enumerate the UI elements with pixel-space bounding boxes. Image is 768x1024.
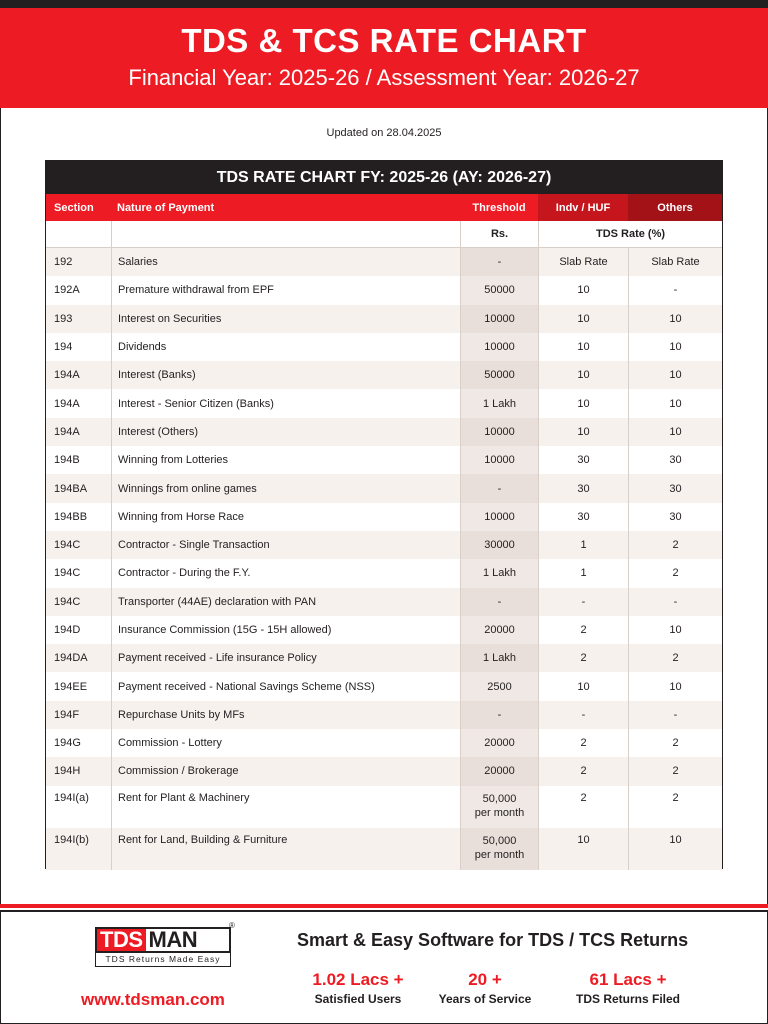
logo-man-text: MAN xyxy=(146,929,201,951)
cell-section: 194C xyxy=(54,539,81,552)
stat-years-of-service xyxy=(415,970,555,1006)
cell-indv-huf: 10 xyxy=(538,672,628,700)
cell-indv-huf: 2 xyxy=(538,786,628,828)
cell-threshold: 10000 xyxy=(460,333,538,361)
threshold-period: per month xyxy=(474,848,525,861)
cell-nature: Payment received - Life insurance Policy xyxy=(111,644,460,672)
cell-indv-huf: 10 xyxy=(538,389,628,417)
cell-others: Slab Rate xyxy=(628,248,722,276)
threshold-value: 50,000 xyxy=(482,834,517,847)
cell-others: 2 xyxy=(628,644,722,672)
cell-threshold: 2500 xyxy=(460,672,538,700)
cell-nature: Dividends xyxy=(111,333,460,361)
cell-indv-huf: 1 xyxy=(538,559,628,587)
cell-nature: Commission - Lottery xyxy=(111,729,460,757)
table-row xyxy=(46,786,722,828)
cell-threshold: 10000 xyxy=(460,446,538,474)
col-header-threshold: Threshold xyxy=(460,194,538,221)
threshold-unit: Rs. xyxy=(460,221,538,247)
table-row xyxy=(46,333,722,361)
cell-section: 194I(a) xyxy=(54,791,89,804)
col-header-others: Others xyxy=(628,194,722,221)
subheader-empty xyxy=(46,221,111,247)
cell-nature: Premature withdrawal from EPF xyxy=(111,276,460,304)
stat-value: 1.02 Lacs + xyxy=(312,970,404,989)
cell-threshold xyxy=(460,786,538,828)
top-strip xyxy=(0,0,768,8)
page-subtitle: Financial Year: 2025-26 / Assessment Year: 2026-27 xyxy=(128,65,640,90)
cell-section: 192A xyxy=(54,284,80,297)
cell-nature: Winning from Horse Race xyxy=(111,503,460,531)
tdsman-logo xyxy=(95,921,237,973)
cell-section: 193 xyxy=(54,312,73,325)
cell-nature: Interest (Others) xyxy=(111,418,460,446)
cell-indv-huf: 10 xyxy=(538,276,628,304)
table-row xyxy=(46,828,722,870)
table-row xyxy=(46,446,722,474)
stat-value: 61 Lacs + xyxy=(589,970,667,989)
table-row xyxy=(46,248,722,276)
tds-rate-table xyxy=(45,160,723,869)
cell-nature: Contractor - During the F.Y. xyxy=(111,559,460,587)
cell-others: 2 xyxy=(628,786,722,828)
cell-section: 194A xyxy=(54,369,80,382)
cell-others: 30 xyxy=(628,503,722,531)
cell-indv-huf: 30 xyxy=(538,503,628,531)
product-tagline xyxy=(297,930,688,951)
cell-indv-huf: 10 xyxy=(538,333,628,361)
cell-others: 10 xyxy=(628,616,722,644)
cell-section: 194B xyxy=(54,454,80,467)
cell-others: 30 xyxy=(628,474,722,502)
logo-tds-text: TDS xyxy=(97,929,146,951)
cell-others: - xyxy=(628,588,722,616)
table-row xyxy=(46,389,722,417)
cell-threshold: - xyxy=(460,701,538,729)
col-header-nature: Nature of Payment xyxy=(117,201,215,214)
cell-nature: Winning from Lotteries xyxy=(111,446,460,474)
cell-others: 2 xyxy=(628,531,722,559)
table-row xyxy=(46,305,722,333)
cell-section: 194C xyxy=(54,567,81,580)
cell-others: 30 xyxy=(628,446,722,474)
table-header-row xyxy=(46,194,722,221)
cell-nature: Transporter (44AE) declaration with PAN xyxy=(111,588,460,616)
table-row xyxy=(46,276,722,304)
stat-value: 20 + xyxy=(468,970,502,989)
cell-indv-huf: 10 xyxy=(538,361,628,389)
cell-threshold: - xyxy=(460,588,538,616)
tagline-prefix: Smart & Easy Software for xyxy=(297,930,529,950)
stat-returns-filed xyxy=(555,970,701,1006)
cell-section: 194H xyxy=(54,765,81,778)
cell-indv-huf: 1 xyxy=(538,531,628,559)
cell-others: 10 xyxy=(628,361,722,389)
cell-nature: Repurchase Units by MFs xyxy=(111,701,460,729)
cell-nature: Commission / Brokerage xyxy=(111,757,460,785)
cell-section: 194F xyxy=(54,708,80,721)
cell-threshold: 50000 xyxy=(460,276,538,304)
threshold-period: per month xyxy=(474,806,525,819)
footer xyxy=(0,912,768,1024)
subheader-empty xyxy=(111,221,460,247)
cell-threshold: - xyxy=(460,474,538,502)
tds-rate-label: TDS Rate (%) xyxy=(538,221,722,247)
table-row xyxy=(46,588,722,616)
header-banner xyxy=(0,8,768,108)
cell-threshold xyxy=(460,828,538,870)
table-row xyxy=(46,361,722,389)
cell-indv-huf: 2 xyxy=(538,729,628,757)
cell-threshold: 20000 xyxy=(460,757,538,785)
cell-threshold: 10000 xyxy=(460,418,538,446)
table-row xyxy=(46,757,722,785)
cell-nature: Contractor - Single Transaction xyxy=(111,531,460,559)
cell-others: 10 xyxy=(628,672,722,700)
cell-others: 10 xyxy=(628,828,722,870)
cell-section: 194EE xyxy=(54,680,88,693)
cell-section: 194A xyxy=(54,397,80,410)
cell-nature: Salaries xyxy=(111,248,460,276)
cell-indv-huf: 10 xyxy=(538,305,628,333)
cell-indv-huf: - xyxy=(538,701,628,729)
cell-indv-huf: 30 xyxy=(538,446,628,474)
cell-indv-huf: 10 xyxy=(538,418,628,446)
stat-label: Years of Service xyxy=(438,992,532,1006)
cell-nature: Insurance Commission (15G - 15H allowed) xyxy=(111,616,460,644)
cell-indv-huf: 2 xyxy=(538,616,628,644)
col-header-indv-huf: Indv / HUF xyxy=(538,194,628,221)
cell-others: 10 xyxy=(628,333,722,361)
logo-tagline: TDS Returns Made Easy xyxy=(95,953,231,967)
cell-nature: Rent for Land, Building & Furniture xyxy=(111,828,460,870)
updated-date: Updated on 28.04.2025 xyxy=(326,127,442,139)
table-row xyxy=(46,616,722,644)
cell-nature: Rent for Plant & Machinery xyxy=(111,786,460,828)
cell-section: 194D xyxy=(54,624,81,636)
table-row xyxy=(46,474,722,502)
cell-indv-huf: - xyxy=(538,588,628,616)
cell-others: 10 xyxy=(628,305,722,333)
threshold-value: 50,000 xyxy=(482,792,517,805)
cell-threshold: 50000 xyxy=(460,361,538,389)
cell-section: 192 xyxy=(54,256,73,269)
cell-others: 2 xyxy=(628,757,722,785)
cell-threshold: 10000 xyxy=(460,305,538,333)
cell-threshold: 20000 xyxy=(460,616,538,644)
table-row xyxy=(46,503,722,531)
registered-mark: ® xyxy=(229,921,235,930)
stats-row xyxy=(301,970,701,1006)
cell-section: 194I(b) xyxy=(54,833,89,846)
cell-section: 194 xyxy=(54,341,73,354)
cell-section: 194BA xyxy=(54,482,88,495)
cell-indv-huf: 10 xyxy=(538,828,628,870)
cell-section: 194A xyxy=(54,425,80,438)
table-row xyxy=(46,418,722,446)
table-subheader-row xyxy=(46,221,722,248)
cell-indv-huf: 2 xyxy=(538,757,628,785)
cell-nature: Winnings from online games xyxy=(111,474,460,502)
cell-others: - xyxy=(628,276,722,304)
cell-section: 194C xyxy=(54,595,81,608)
cell-section: 194G xyxy=(54,737,81,750)
table-title: TDS RATE CHART FY: 2025-26 (AY: 2026-27) xyxy=(46,161,722,194)
table-row xyxy=(46,729,722,757)
cell-threshold: 20000 xyxy=(460,729,538,757)
cell-others: 2 xyxy=(628,559,722,587)
table-body xyxy=(46,248,722,870)
footer-red-line xyxy=(0,904,768,908)
tagline-bold: TDS / TCS Returns xyxy=(528,930,689,950)
cell-indv-huf: 2 xyxy=(538,644,628,672)
cell-section: 194DA xyxy=(54,652,88,665)
cell-others: 2 xyxy=(628,729,722,757)
cell-nature: Interest (Banks) xyxy=(111,361,460,389)
cell-threshold: 1 Lakh xyxy=(460,644,538,672)
cell-threshold: 1 Lakh xyxy=(460,559,538,587)
cell-threshold: 1 Lakh xyxy=(460,389,538,417)
cell-others: 10 xyxy=(628,418,722,446)
cell-threshold: 30000 xyxy=(460,531,538,559)
table-row xyxy=(46,644,722,672)
logo-wordmark xyxy=(95,927,231,953)
table-row xyxy=(46,701,722,729)
cell-nature: Payment received - National Savings Scheme (NSS) xyxy=(111,672,460,700)
col-header-section: Section xyxy=(54,201,94,214)
stat-label: TDS Returns Filed xyxy=(575,992,680,1006)
cell-indv-huf: 30 xyxy=(538,474,628,502)
stat-satisfied-users xyxy=(301,970,415,1006)
cell-nature: Interest - Senior Citizen (Banks) xyxy=(111,389,460,417)
cell-others: 10 xyxy=(628,389,722,417)
cell-indv-huf: Slab Rate xyxy=(538,248,628,276)
cell-nature: Interest on Securities xyxy=(111,305,460,333)
cell-others: - xyxy=(628,701,722,729)
cell-threshold: - xyxy=(460,248,538,276)
table-row xyxy=(46,531,722,559)
table-row xyxy=(46,672,722,700)
cell-section: 194BB xyxy=(54,510,88,523)
stat-label: Satisfied Users xyxy=(314,992,402,1006)
website-link[interactable]: www.tdsman.com xyxy=(81,990,225,1009)
cell-threshold: 10000 xyxy=(460,503,538,531)
page-title: TDS & TCS RATE CHART xyxy=(181,22,587,59)
table-row xyxy=(46,559,722,587)
